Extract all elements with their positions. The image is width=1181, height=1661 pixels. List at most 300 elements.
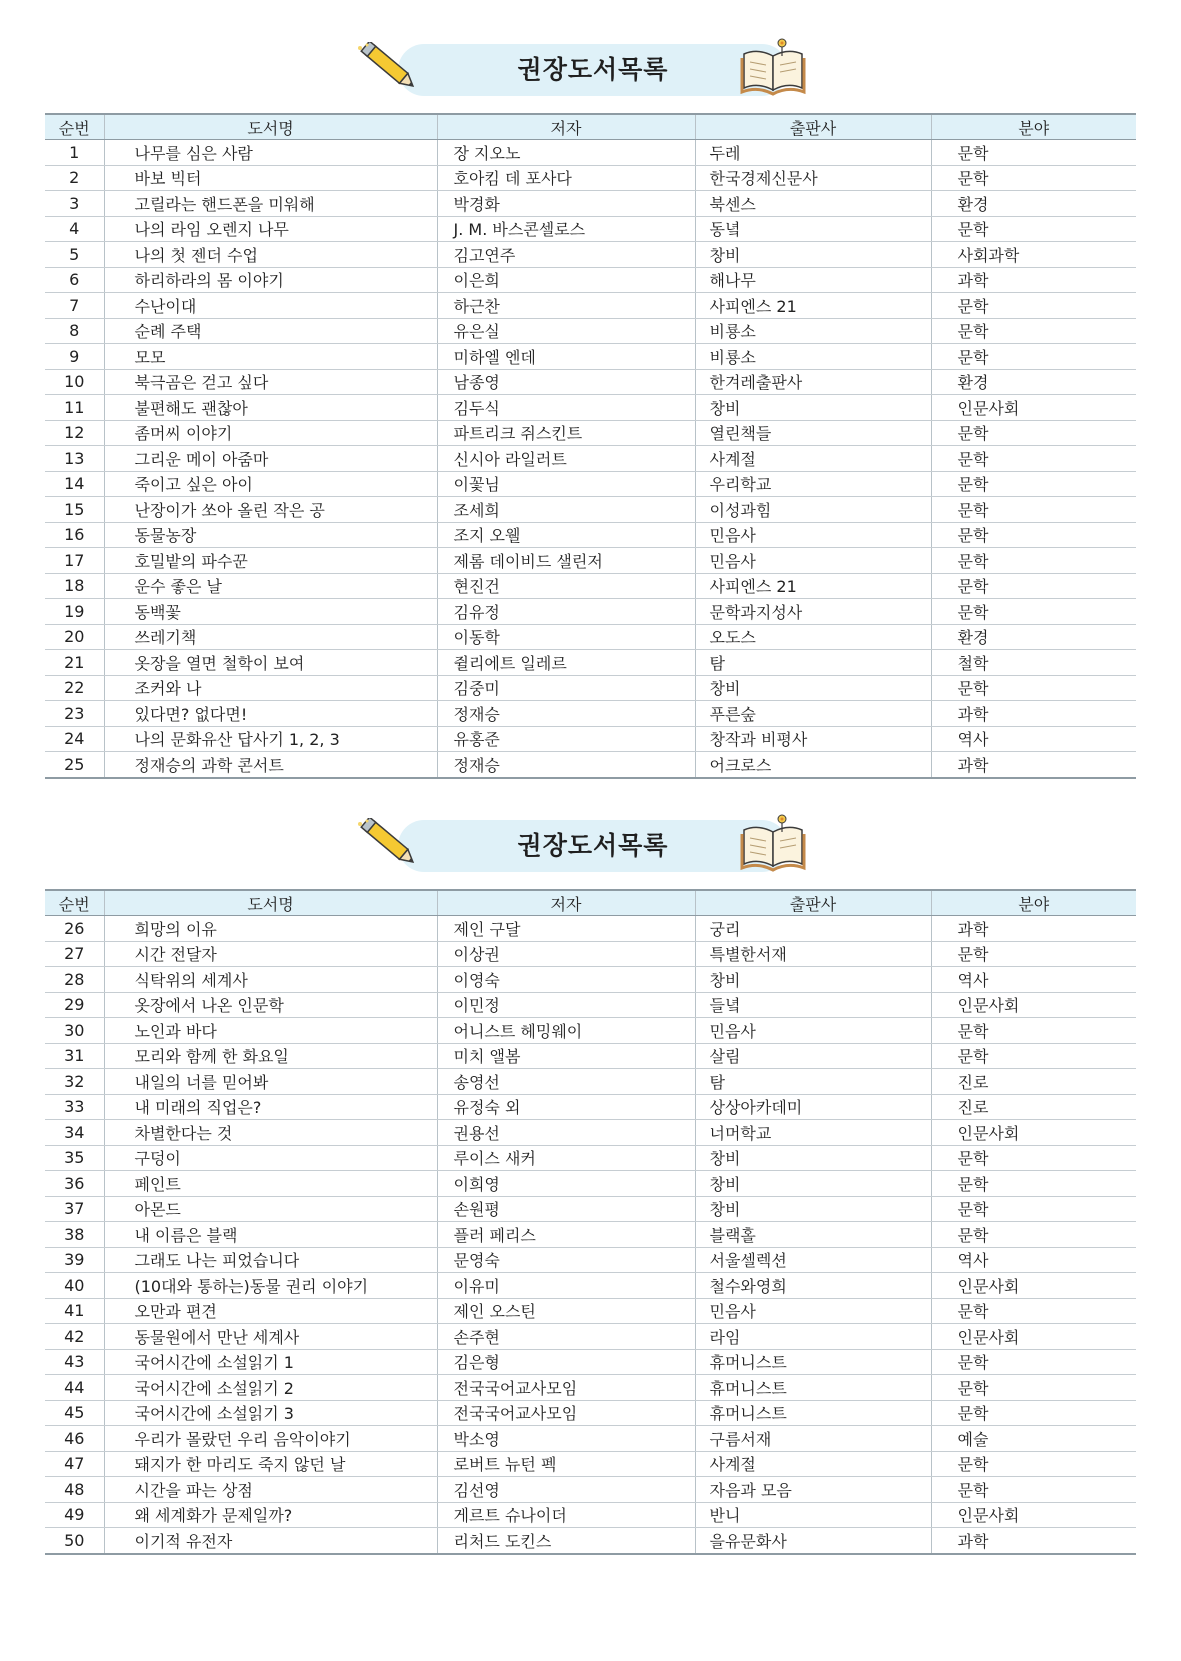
table-row xyxy=(45,1502,1136,1528)
book-title: 식탁위의 세계사 xyxy=(104,967,437,993)
table-row xyxy=(45,1247,1136,1273)
book-number: 18 xyxy=(45,573,104,599)
book-title: 동백꽃 xyxy=(104,599,437,625)
book-number: 19 xyxy=(45,599,104,625)
book-author: 김중미 xyxy=(437,675,695,701)
book-title: 동물농장 xyxy=(104,522,437,548)
book-number: 16 xyxy=(45,522,104,548)
book-category: 문학 xyxy=(931,165,1136,191)
book-number: 3 xyxy=(45,191,104,217)
book-category: 문학 xyxy=(931,1298,1136,1324)
header-category: 분야 xyxy=(931,114,1136,140)
book-author: 유은실 xyxy=(437,318,695,344)
book-title: 왜 세계화가 문제일까? xyxy=(104,1502,437,1528)
book-number: 37 xyxy=(45,1196,104,1222)
book-number: 49 xyxy=(45,1502,104,1528)
book-number: 7 xyxy=(45,293,104,319)
book-title: 순례 주택 xyxy=(104,318,437,344)
book-author: 루이스 새커 xyxy=(437,1145,695,1171)
book-category: 문학 xyxy=(931,548,1136,574)
book-author: 이민정 xyxy=(437,992,695,1018)
book-number: 5 xyxy=(45,242,104,268)
book-author: 전국국어교사모임 xyxy=(437,1375,695,1401)
book-category: 역사 xyxy=(931,967,1136,993)
book-category: 문학 xyxy=(931,675,1136,701)
header-author: 저자 xyxy=(437,114,695,140)
book-category: 과학 xyxy=(931,916,1136,942)
section-title: 권장도서목록 xyxy=(517,831,669,860)
book-category: 사회과학 xyxy=(931,242,1136,268)
book-author: 제인 오스틴 xyxy=(437,1298,695,1324)
header-number: 순번 xyxy=(45,114,104,140)
book-publisher: 한국경제신문사 xyxy=(695,165,931,191)
book-number: 42 xyxy=(45,1324,104,1350)
book-publisher: 창비 xyxy=(695,1171,931,1197)
book-title: 있다면? 없다면! xyxy=(104,701,437,727)
book-author: 손원평 xyxy=(437,1196,695,1222)
book-author: 정재승 xyxy=(437,701,695,727)
book-number: 33 xyxy=(45,1094,104,1120)
book-category: 인문사회 xyxy=(931,1273,1136,1299)
book-number: 11 xyxy=(45,395,104,421)
table-row xyxy=(45,624,1136,650)
open-book-icon xyxy=(738,34,808,96)
book-title: 고릴라는 핸드폰을 미워해 xyxy=(104,191,437,217)
book-number: 23 xyxy=(45,701,104,727)
book-title: 호밀밭의 파수꾼 xyxy=(104,548,437,574)
book-number: 13 xyxy=(45,446,104,472)
book-publisher: 탐 xyxy=(695,1069,931,1095)
book-category: 문학 xyxy=(931,1145,1136,1171)
book-category: 철학 xyxy=(931,650,1136,676)
book-publisher: 이성과힘 xyxy=(695,497,931,523)
header-title: 도서명 xyxy=(104,114,437,140)
book-publisher: 비룡소 xyxy=(695,318,931,344)
book-number: 15 xyxy=(45,497,104,523)
book-publisher: 탐 xyxy=(695,650,931,676)
book-author: J. M. 바스콘셀로스 xyxy=(437,216,695,242)
book-author: 손주현 xyxy=(437,1324,695,1350)
book-number: 20 xyxy=(45,624,104,650)
table-row xyxy=(45,1349,1136,1375)
table-row xyxy=(45,318,1136,344)
book-category: 문학 xyxy=(931,599,1136,625)
book-category: 환경 xyxy=(931,624,1136,650)
book-number: 34 xyxy=(45,1120,104,1146)
table-row xyxy=(45,216,1136,242)
book-title: 북극곰은 걷고 싶다 xyxy=(104,369,437,395)
book-title: 정재승의 과학 콘서트 xyxy=(104,752,437,778)
book-title: 차별한다는 것 xyxy=(104,1120,437,1146)
table-row xyxy=(45,701,1136,727)
book-author: 이유미 xyxy=(437,1273,695,1299)
book-publisher: 라임 xyxy=(695,1324,931,1350)
book-publisher: 사계절 xyxy=(695,446,931,472)
book-publisher: 창비 xyxy=(695,242,931,268)
book-title: 국어시간에 소설읽기 3 xyxy=(104,1400,437,1426)
book-title: 내 이름은 블랙 xyxy=(104,1222,437,1248)
table-row xyxy=(45,420,1136,446)
book-category: 예술 xyxy=(931,1426,1136,1452)
book-publisher: 창비 xyxy=(695,395,931,421)
table-row xyxy=(45,675,1136,701)
book-author: 조세희 xyxy=(437,497,695,523)
book-number: 31 xyxy=(45,1043,104,1069)
book-title: 난장이가 쏘아 올린 작은 공 xyxy=(104,497,437,523)
book-publisher: 구름서재 xyxy=(695,1426,931,1452)
book-publisher: 열린책들 xyxy=(695,420,931,446)
book-publisher: 서울셀렉션 xyxy=(695,1247,931,1273)
book-author: 문영숙 xyxy=(437,1247,695,1273)
book-author: 유홍준 xyxy=(437,726,695,752)
book-author: 미하엘 엔데 xyxy=(437,344,695,370)
table-row xyxy=(45,1018,1136,1044)
book-title: 아몬드 xyxy=(104,1196,437,1222)
book-author: 권용선 xyxy=(437,1120,695,1146)
book-number: 27 xyxy=(45,941,104,967)
book-category: 문학 xyxy=(931,1375,1136,1401)
book-title: 구덩이 xyxy=(104,1145,437,1171)
book-publisher: 철수와영희 xyxy=(695,1273,931,1299)
table-row xyxy=(45,140,1136,166)
book-title: 그리운 메이 아줌마 xyxy=(104,446,437,472)
table-row xyxy=(45,446,1136,472)
table-row xyxy=(45,1324,1136,1350)
book-publisher: 비룡소 xyxy=(695,344,931,370)
book-number: 1 xyxy=(45,140,104,166)
book-number: 21 xyxy=(45,650,104,676)
book-publisher: 너머학교 xyxy=(695,1120,931,1146)
book-author: 남종영 xyxy=(437,369,695,395)
book-publisher: 푸른숲 xyxy=(695,701,931,727)
book-number: 28 xyxy=(45,967,104,993)
table-row xyxy=(45,344,1136,370)
book-title: 국어시간에 소설읽기 2 xyxy=(104,1375,437,1401)
book-author: 신시아 라일러트 xyxy=(437,446,695,472)
table-row xyxy=(45,1375,1136,1401)
section-1 xyxy=(0,42,1181,122)
book-publisher: 문학과지성사 xyxy=(695,599,931,625)
book-publisher: 들녘 xyxy=(695,992,931,1018)
book-title: 희망의 이유 xyxy=(104,916,437,942)
table-row xyxy=(45,992,1136,1018)
book-number: 36 xyxy=(45,1171,104,1197)
book-category: 환경 xyxy=(931,369,1136,395)
book-category: 문학 xyxy=(931,1222,1136,1248)
book-publisher: 휴머니스트 xyxy=(695,1349,931,1375)
table-row xyxy=(45,1273,1136,1299)
table-row xyxy=(45,548,1136,574)
book-title: 시간 전달자 xyxy=(104,941,437,967)
book-number: 9 xyxy=(45,344,104,370)
book-author: 김고연주 xyxy=(437,242,695,268)
book-category: 문학 xyxy=(931,293,1136,319)
table-row xyxy=(45,1400,1136,1426)
open-book-icon xyxy=(738,810,808,872)
book-number: 12 xyxy=(45,420,104,446)
table-row xyxy=(45,941,1136,967)
book-category: 문학 xyxy=(931,344,1136,370)
book-title: 조커와 나 xyxy=(104,675,437,701)
book-number: 46 xyxy=(45,1426,104,1452)
table-row xyxy=(45,1222,1136,1248)
book-author: 이은희 xyxy=(437,267,695,293)
book-author: 이희영 xyxy=(437,1171,695,1197)
book-category: 문학 xyxy=(931,471,1136,497)
table-row xyxy=(45,267,1136,293)
book-category: 문학 xyxy=(931,1196,1136,1222)
book-category: 역사 xyxy=(931,726,1136,752)
section-2 xyxy=(0,818,1181,898)
book-title: 이기적 유전자 xyxy=(104,1528,437,1554)
book-number: 17 xyxy=(45,548,104,574)
book-category: 인문사회 xyxy=(931,1502,1136,1528)
book-publisher: 을유문화사 xyxy=(695,1528,931,1554)
book-publisher: 휴머니스트 xyxy=(695,1400,931,1426)
table-row xyxy=(45,395,1136,421)
banner-2 xyxy=(0,818,1181,898)
book-category: 문학 xyxy=(931,446,1136,472)
book-title: 시간을 파는 상점 xyxy=(104,1477,437,1503)
table-header-row xyxy=(45,890,1136,916)
book-author: 하근찬 xyxy=(437,293,695,319)
book-author: 장 지오노 xyxy=(437,140,695,166)
book-title: 수난이대 xyxy=(104,293,437,319)
book-publisher: 살림 xyxy=(695,1043,931,1069)
book-number: 10 xyxy=(45,369,104,395)
book-title: 국어시간에 소설읽기 1 xyxy=(104,1349,437,1375)
book-title: 옷장에서 나온 인문학 xyxy=(104,992,437,1018)
book-publisher: 사계절 xyxy=(695,1451,931,1477)
book-publisher: 상상아카데미 xyxy=(695,1094,931,1120)
book-publisher: 민음사 xyxy=(695,1298,931,1324)
book-publisher: 사피엔스 21 xyxy=(695,573,931,599)
book-number: 41 xyxy=(45,1298,104,1324)
table-row xyxy=(45,1426,1136,1452)
book-author: 이영숙 xyxy=(437,967,695,993)
book-publisher: 어크로스 xyxy=(695,752,931,778)
book-number: 35 xyxy=(45,1145,104,1171)
book-category: 환경 xyxy=(931,191,1136,217)
book-title: (10대와 통하는)동물 권리 이야기 xyxy=(104,1273,437,1299)
book-category: 과학 xyxy=(931,752,1136,778)
book-category: 문학 xyxy=(931,318,1136,344)
book-author: 이상권 xyxy=(437,941,695,967)
book-category: 문학 xyxy=(931,497,1136,523)
book-title: 좀머씨 이야기 xyxy=(104,420,437,446)
book-category: 진로 xyxy=(931,1094,1136,1120)
book-category: 문학 xyxy=(931,1018,1136,1044)
book-category: 문학 xyxy=(931,1477,1136,1503)
book-publisher: 북센스 xyxy=(695,191,931,217)
table-row xyxy=(45,650,1136,676)
book-category: 인문사회 xyxy=(931,992,1136,1018)
book-title: 나무를 심은 사람 xyxy=(104,140,437,166)
header-publisher: 출판사 xyxy=(695,890,931,916)
book-number: 50 xyxy=(45,1528,104,1554)
book-publisher: 우리학교 xyxy=(695,471,931,497)
section-title: 권장도서목록 xyxy=(517,55,669,84)
book-number: 39 xyxy=(45,1247,104,1273)
book-title: 모리와 함께 한 화요일 xyxy=(104,1043,437,1069)
book-category: 과학 xyxy=(931,701,1136,727)
book-title: 동물원에서 만난 세계사 xyxy=(104,1324,437,1350)
book-title: 운수 좋은 날 xyxy=(104,573,437,599)
table-header-row xyxy=(45,114,1136,140)
book-publisher: 민음사 xyxy=(695,1018,931,1044)
book-category: 문학 xyxy=(931,1171,1136,1197)
table-row xyxy=(45,967,1136,993)
book-author: 현진건 xyxy=(437,573,695,599)
book-author: 정재승 xyxy=(437,752,695,778)
book-publisher: 창비 xyxy=(695,1145,931,1171)
book-publisher: 자음과 모음 xyxy=(695,1477,931,1503)
book-category: 문학 xyxy=(931,1451,1136,1477)
book-number: 45 xyxy=(45,1400,104,1426)
book-title: 돼지가 한 마리도 죽지 않던 날 xyxy=(104,1451,437,1477)
banner-1 xyxy=(0,42,1181,122)
table-row xyxy=(45,726,1136,752)
book-title: 그래도 나는 피었습니다 xyxy=(104,1247,437,1273)
book-author: 김두식 xyxy=(437,395,695,421)
header-author: 저자 xyxy=(437,890,695,916)
book-category: 과학 xyxy=(931,267,1136,293)
table-body xyxy=(45,140,1136,778)
book-title: 노인과 바다 xyxy=(104,1018,437,1044)
book-title: 쓰레기책 xyxy=(104,624,437,650)
book-author: 리처드 도킨스 xyxy=(437,1528,695,1554)
book-publisher: 반니 xyxy=(695,1502,931,1528)
book-author: 플러 페리스 xyxy=(437,1222,695,1248)
table-row xyxy=(45,522,1136,548)
table-row xyxy=(45,573,1136,599)
book-number: 30 xyxy=(45,1018,104,1044)
book-publisher: 한겨레출판사 xyxy=(695,369,931,395)
book-publisher: 민음사 xyxy=(695,548,931,574)
book-number: 48 xyxy=(45,1477,104,1503)
book-author: 박소영 xyxy=(437,1426,695,1452)
book-number: 2 xyxy=(45,165,104,191)
book-publisher: 해나무 xyxy=(695,267,931,293)
header-publisher: 출판사 xyxy=(695,114,931,140)
book-publisher: 사피엔스 21 xyxy=(695,293,931,319)
book-title: 우리가 몰랐던 우리 음악이야기 xyxy=(104,1426,437,1452)
table-row xyxy=(45,497,1136,523)
book-author: 게르트 슈나이더 xyxy=(437,1502,695,1528)
table-row xyxy=(45,293,1136,319)
book-publisher: 민음사 xyxy=(695,522,931,548)
book-author: 이꽃님 xyxy=(437,471,695,497)
book-publisher: 창비 xyxy=(695,1196,931,1222)
table-row xyxy=(45,599,1136,625)
book-author: 제롬 데이비드 샐린저 xyxy=(437,548,695,574)
table-row xyxy=(45,165,1136,191)
book-title: 옷장을 열면 철학이 보여 xyxy=(104,650,437,676)
book-author: 로버트 뉴턴 펙 xyxy=(437,1451,695,1477)
book-number: 14 xyxy=(45,471,104,497)
book-number: 40 xyxy=(45,1273,104,1299)
book-number: 8 xyxy=(45,318,104,344)
book-title: 내 미래의 직업은? xyxy=(104,1094,437,1120)
header-number: 순번 xyxy=(45,890,104,916)
book-title: 나의 라임 오렌지 나무 xyxy=(104,216,437,242)
header-title: 도서명 xyxy=(104,890,437,916)
table-row xyxy=(45,1069,1136,1095)
book-author: 전국국어교사모임 xyxy=(437,1400,695,1426)
book-category: 과학 xyxy=(931,1528,1136,1554)
table-row xyxy=(45,369,1136,395)
book-category: 문학 xyxy=(931,1349,1136,1375)
book-author: 조지 오웰 xyxy=(437,522,695,548)
book-title: 죽이고 싶은 아이 xyxy=(104,471,437,497)
table-row xyxy=(45,1451,1136,1477)
book-category: 역사 xyxy=(931,1247,1136,1273)
table-row xyxy=(45,1120,1136,1146)
book-table-2 xyxy=(45,889,1136,1555)
book-table-1 xyxy=(45,113,1136,779)
book-author: 제인 구달 xyxy=(437,916,695,942)
book-number: 29 xyxy=(45,992,104,1018)
book-publisher: 블랙홀 xyxy=(695,1222,931,1248)
table-row xyxy=(45,916,1136,942)
book-publisher: 특별한서재 xyxy=(695,941,931,967)
book-number: 22 xyxy=(45,675,104,701)
book-number: 44 xyxy=(45,1375,104,1401)
header-category: 분야 xyxy=(931,890,1136,916)
book-number: 24 xyxy=(45,726,104,752)
book-author: 호아킴 데 포사다 xyxy=(437,165,695,191)
book-author: 김유정 xyxy=(437,599,695,625)
table-row xyxy=(45,1043,1136,1069)
book-category: 인문사회 xyxy=(931,1324,1136,1350)
book-author: 쥘리에트 일레르 xyxy=(437,650,695,676)
book-title: 바보 빅터 xyxy=(104,165,437,191)
book-category: 문학 xyxy=(931,140,1136,166)
book-category: 문학 xyxy=(931,573,1136,599)
book-number: 26 xyxy=(45,916,104,942)
table-row xyxy=(45,1477,1136,1503)
book-author: 이동학 xyxy=(437,624,695,650)
book-publisher: 창비 xyxy=(695,967,931,993)
book-number: 32 xyxy=(45,1069,104,1095)
book-publisher: 동녘 xyxy=(695,216,931,242)
table-row xyxy=(45,1196,1136,1222)
book-author: 김선영 xyxy=(437,1477,695,1503)
book-category: 문학 xyxy=(931,216,1136,242)
book-title: 모모 xyxy=(104,344,437,370)
book-title: 페인트 xyxy=(104,1171,437,1197)
book-author: 파트리크 쥐스킨트 xyxy=(437,420,695,446)
book-publisher: 휴머니스트 xyxy=(695,1375,931,1401)
book-publisher: 오도스 xyxy=(695,624,931,650)
book-publisher: 두레 xyxy=(695,140,931,166)
book-publisher: 궁리 xyxy=(695,916,931,942)
book-title: 내일의 너를 믿어봐 xyxy=(104,1069,437,1095)
book-publisher: 창작과 비평사 xyxy=(695,726,931,752)
table-row xyxy=(45,1298,1136,1324)
book-category: 문학 xyxy=(931,420,1136,446)
table-row xyxy=(45,1145,1136,1171)
table-body xyxy=(45,916,1136,1554)
book-title: 나의 첫 젠더 수업 xyxy=(104,242,437,268)
book-author: 유정숙 외 xyxy=(437,1094,695,1120)
book-author: 어니스트 헤밍웨이 xyxy=(437,1018,695,1044)
table-row xyxy=(45,191,1136,217)
book-category: 문학 xyxy=(931,522,1136,548)
book-number: 43 xyxy=(45,1349,104,1375)
book-category: 인문사회 xyxy=(931,395,1136,421)
table-row xyxy=(45,242,1136,268)
